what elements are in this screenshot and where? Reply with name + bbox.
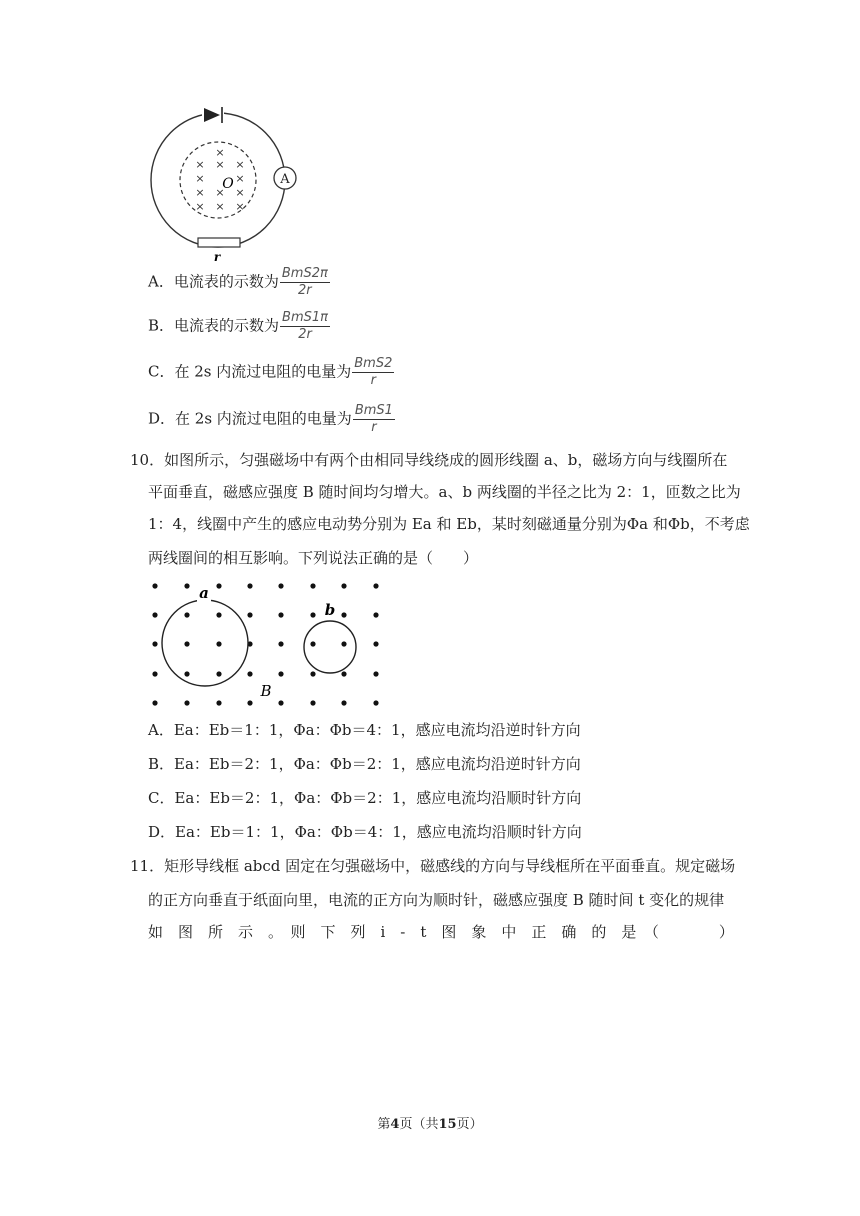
circuit-figure — [140, 100, 320, 265]
field-dot — [216, 583, 221, 588]
q9-option-c: C．在 2s 内流过电阻的电量为 $\frac{\text{BmS2}}{r}$ — [148, 356, 393, 388]
q10-line-2: 平面垂直，磁感应强度 B 随时间均匀增大。a、b 两线圈的半径之比为 2：1，匝数之比为 — [148, 483, 741, 501]
q9-option-d: D．在 2s 内流过电阻的电量为 $\frac{\text{BmS1}}{r}$ — [148, 403, 393, 435]
field-crosses — [195, 146, 244, 213]
field-dot — [184, 700, 189, 705]
q11-line-2: 的正方向垂直于纸面向里，电流的正方向为顺时针，磁感应强度 B 随时间 t 变化的规律 — [148, 891, 725, 909]
svg-text:×: × — [235, 158, 245, 171]
field-dot — [310, 583, 315, 588]
field-dot — [310, 641, 315, 646]
field-dot — [184, 612, 189, 617]
field-dot — [152, 583, 157, 588]
ammeter-label: A — [280, 172, 290, 187]
coil-a — [162, 600, 248, 686]
circuit-loop — [151, 113, 285, 247]
svg-text:×: × — [235, 186, 245, 199]
field-dot — [278, 700, 283, 705]
field-dot — [373, 641, 378, 646]
q10-option-a: A．Ea：Eb＝1：1，Φa：Φb＝4：1，感应电流均沿逆时针方向 — [148, 721, 581, 739]
coil-b — [304, 621, 356, 673]
field-dot — [310, 671, 315, 676]
coil-b-label: b — [324, 601, 336, 619]
svg-text:×: × — [195, 186, 205, 199]
svg-text:×: × — [195, 200, 205, 213]
q10-option-d: D．Ea：Eb＝1：1，Φa：Φb＝4：1，感应电流均沿顺时针方向 — [148, 823, 582, 841]
svg-text:×: × — [195, 172, 205, 185]
field-dot — [373, 583, 378, 588]
svg-text:×: × — [235, 200, 245, 213]
field-dot — [247, 583, 252, 588]
field-dot — [247, 671, 252, 676]
field-dot — [341, 583, 346, 588]
field-dot — [341, 612, 346, 617]
field-dot — [152, 700, 157, 705]
svg-text:×: × — [195, 158, 205, 171]
field-dot — [310, 612, 315, 617]
field-label: B — [260, 682, 272, 700]
field-dot — [152, 612, 157, 617]
field-dot — [373, 700, 378, 705]
field-dot — [278, 612, 283, 617]
field-dot — [310, 700, 315, 705]
field-dot — [278, 671, 283, 676]
center-label: O — [222, 176, 234, 192]
diode-symbol — [202, 107, 224, 123]
field-dot — [341, 671, 346, 676]
svg-text:×: × — [215, 186, 225, 199]
resistor — [198, 238, 240, 247]
field-dot — [247, 700, 252, 705]
field-dot — [373, 612, 378, 617]
q11-line-1: 11．矩形导线框 abcd 固定在匀强磁场中，磁感线的方向与导线框所在平面垂直。规定磁场 — [130, 857, 736, 875]
resistor-label: r — [213, 250, 221, 264]
q10-option-c: C．Ea：Eb＝2：1，Φa：Φb＝2：1，感应电流均沿顺时针方向 — [148, 789, 582, 807]
q9-option-b: B．电流表的示数为 $\frac{\text{BmS1π}}{2r}$ — [148, 310, 328, 342]
svg-text:×: × — [215, 200, 225, 213]
svg-text:×: × — [215, 158, 225, 171]
field-dot — [216, 641, 221, 646]
field-dot — [341, 641, 346, 646]
q9-option-a: A．电流表的示数为 $\frac{\text{BmS2π}}{2r}$ — [148, 266, 328, 298]
field-dot — [184, 671, 189, 676]
q10-line-1: 10．如图所示，匀强磁场中有两个由相同导线绕成的圆形线圈 a、b，磁场方向与线圈所在 — [130, 451, 728, 469]
field-dot — [152, 641, 157, 646]
svg-text:×: × — [235, 172, 245, 185]
q10-line-3: 1：4，线圈中产生的感应电动势分别为 Ea 和 Eb，某时刻磁通量分别为Φa 和Φb，不考虑 — [148, 515, 750, 533]
page-footer: 第4页（共15页） — [377, 1117, 483, 1132]
field-dot — [184, 583, 189, 588]
coil-a-label: a — [199, 584, 209, 602]
svg-text:×: × — [215, 146, 225, 159]
field-dot — [184, 641, 189, 646]
q11-line-3: 如 图 所 示 。 则 下 列 i - t 图 象 中 正 确 的 是 （ ） — [148, 923, 734, 941]
field-dot — [341, 700, 346, 705]
field-dot — [278, 641, 283, 646]
field-dot — [152, 671, 157, 676]
field-dot — [373, 671, 378, 676]
field-dot — [216, 671, 221, 676]
q10-line-4: 两线圈间的相互影响。下列说法正确的是（ ） — [148, 549, 479, 567]
q10-option-b: B．Ea：Eb＝2：1，Φa：Φb＝2：1，感应电流均沿逆时针方向 — [148, 755, 581, 773]
field-dot — [247, 612, 252, 617]
coils-figure — [145, 578, 390, 713]
field-dot — [216, 612, 221, 617]
field-dot — [216, 700, 221, 705]
field-dot — [278, 583, 283, 588]
